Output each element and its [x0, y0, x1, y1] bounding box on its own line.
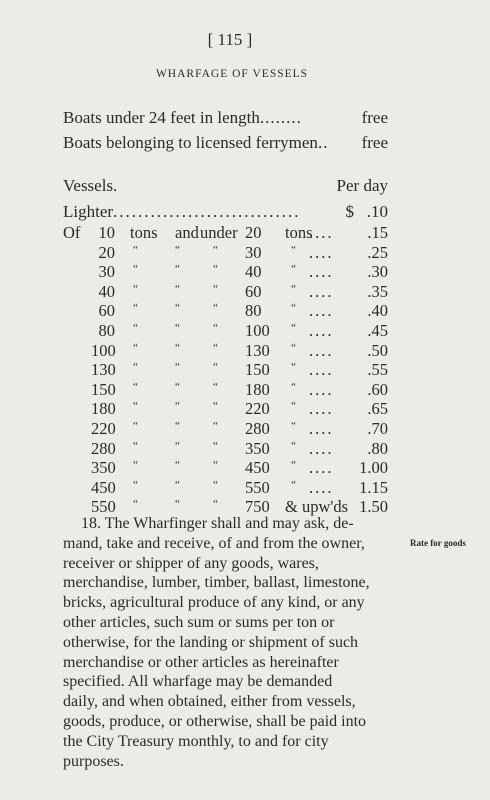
paragraph-line: 18. The Wharfinger shall and may ask, de- [81, 515, 354, 532]
under-word: “ [213, 243, 218, 256]
table-row [63, 399, 388, 419]
unit-word: “ [291, 478, 296, 491]
leader-dots: .... [309, 301, 334, 321]
from-tons: 280 [91, 438, 116, 458]
table-row [63, 223, 388, 243]
tons-word: “ [133, 263, 138, 276]
unit-word: “ [291, 361, 296, 374]
tons-word: “ [133, 498, 138, 511]
under-word: “ [213, 478, 218, 491]
leader-dots: .... [309, 223, 334, 242]
and-word: “ [175, 321, 180, 334]
unit-word: “ [291, 380, 296, 393]
tons-word: “ [133, 321, 138, 334]
table-row [63, 262, 388, 282]
and-word: “ [175, 498, 180, 511]
to-tons: 30 [245, 242, 262, 262]
from-tons: 30 [98, 262, 115, 282]
leader-dots: .... [309, 399, 334, 419]
daily-rate: .50 [367, 340, 388, 360]
unit-word: “ [291, 400, 296, 413]
and-word: “ [175, 400, 180, 413]
paragraph-line: receiver or shipper of any goods, wares, [63, 554, 319, 572]
and-word: “ [175, 361, 180, 374]
to-tons: 130 [245, 340, 270, 360]
under-word: “ [213, 439, 218, 452]
tons-word: “ [133, 459, 138, 472]
to-tons: 60 [245, 281, 262, 301]
leader-dots: .... [309, 477, 334, 497]
unit-word: & upw'ds [285, 497, 349, 517]
tons-word: “ [133, 361, 138, 374]
from-tons: 80 [98, 320, 115, 340]
to-tons: 450 [245, 458, 270, 478]
and-word: “ [175, 478, 180, 491]
leader-dots: .... [309, 418, 334, 438]
leader-dots: .... [309, 458, 334, 478]
tons-word: “ [133, 302, 138, 315]
under-word: “ [213, 263, 218, 276]
leader-dots: .... [309, 281, 334, 301]
tons-word: “ [133, 282, 138, 295]
paragraph-line: otherwise, for the landing or shipment of such [63, 633, 359, 651]
leader-dots: .... [309, 242, 334, 262]
to-tons: 40 [245, 262, 262, 282]
tons-word: “ [133, 478, 138, 491]
section-title: WHARFAGE OF VESSELS [155, 68, 309, 80]
under-word: “ [213, 341, 218, 354]
under-word: “ [213, 419, 218, 432]
paragraph-line: merchandise, lumber, timber, ballast, limestone, [63, 574, 370, 592]
to-tons: 150 [245, 360, 270, 380]
paragraph-line: merchandise or other articles as hereinafter [63, 653, 339, 671]
from-tons: 100 [91, 340, 116, 360]
and-word: “ [175, 439, 180, 452]
to-tons: 350 [245, 438, 270, 458]
tons-word: tons [130, 223, 158, 242]
free-item-boats-short [63, 108, 388, 128]
tons-word: “ [133, 419, 138, 432]
and-word: “ [175, 282, 180, 295]
from-tons: 10 [98, 223, 115, 242]
of-word: Of [63, 223, 81, 242]
under-word: “ [213, 282, 218, 295]
to-tons: 550 [245, 477, 270, 497]
paragraph-line: mand, take and receive, of and from the owner, [63, 534, 365, 552]
unit-word: “ [291, 341, 296, 354]
table-row [63, 341, 388, 361]
daily-rate: .15 [367, 223, 388, 242]
under-word: “ [213, 361, 218, 374]
to-tons: 180 [245, 379, 270, 399]
daily-rate: .60 [367, 379, 388, 399]
paragraph-line: the City Treasury monthly, to and for city [63, 732, 329, 750]
daily-rate: 1.15 [359, 477, 388, 497]
rate-table [63, 223, 388, 517]
and-word: “ [175, 459, 180, 472]
unit-word: “ [291, 419, 296, 432]
daily-rate: .55 [367, 360, 388, 380]
under-word: “ [213, 498, 218, 511]
table-header [63, 176, 388, 196]
table-row [63, 360, 388, 380]
from-tons: 180 [91, 399, 116, 419]
unit-word: “ [291, 302, 296, 315]
free-item-ferry-boats [63, 133, 388, 153]
to-tons: 750 [245, 497, 270, 517]
paragraph-line: other articles, such sum or sums per ton or [63, 613, 335, 631]
per-day-heading: Per day [336, 176, 388, 195]
from-tons: 40 [98, 281, 115, 301]
unit-word: “ [291, 439, 296, 452]
paragraph-line: daily, and when obtained, either from vessels, [63, 693, 356, 711]
section-18-paragraph [63, 514, 397, 771]
leader-dots: .. [317, 133, 329, 152]
from-tons: 60 [98, 301, 115, 321]
free-item-value: free [361, 108, 388, 127]
free-item-value: free [361, 133, 388, 152]
under-word: “ [213, 321, 218, 334]
margin-note: Rate for goods [410, 538, 466, 548]
daily-rate: .65 [367, 399, 388, 419]
table-row [63, 243, 388, 263]
tons-word: “ [133, 243, 138, 256]
from-tons: 220 [91, 418, 116, 438]
from-tons: 550 [91, 497, 116, 517]
from-tons: 350 [91, 458, 116, 478]
unit-word: “ [291, 243, 296, 256]
daily-rate: 1.00 [359, 458, 388, 478]
from-tons: 130 [91, 360, 116, 380]
free-item-label: Boats belonging to licensed ferrymen [63, 133, 318, 152]
daily-rate: .25 [367, 242, 388, 262]
leader-dots: .............................. [113, 202, 301, 221]
leader-dots: ........ [259, 108, 302, 127]
paragraph-line: purposes. [63, 752, 124, 770]
table-row [63, 321, 388, 341]
table-row [63, 282, 388, 302]
table-row [63, 380, 388, 400]
and-word: “ [175, 263, 180, 276]
and-word: “ [175, 302, 180, 315]
daily-rate: 1.50 [359, 497, 388, 517]
leader-dots: .... [309, 320, 334, 340]
daily-rate: .70 [367, 418, 388, 438]
and-word: “ [175, 419, 180, 432]
daily-rate: .80 [367, 438, 388, 458]
unit-word: “ [291, 459, 296, 472]
daily-rate: .40 [367, 301, 388, 321]
leader-dots: .... [309, 379, 334, 399]
table-row [63, 458, 388, 478]
to-tons: 100 [245, 320, 270, 340]
and-word: “ [175, 341, 180, 354]
unit-word: “ [291, 321, 296, 334]
leader-dots: .... [309, 340, 334, 360]
and-word: “ [175, 243, 180, 256]
tons-word: “ [133, 341, 138, 354]
and-word: and [175, 223, 199, 242]
unit-word: “ [291, 282, 296, 295]
page-number: [ 115 ] [207, 30, 253, 49]
to-tons: 80 [245, 301, 262, 321]
vessels-heading: Vessels. [63, 176, 118, 195]
under-word: “ [213, 400, 218, 413]
paragraph-line: bricks, agricultural produce of any kind, or any [63, 594, 365, 612]
and-word: “ [175, 380, 180, 393]
free-item-label: Boats under 24 feet in length [63, 108, 260, 127]
table-row [63, 419, 388, 439]
to-tons: 280 [245, 418, 270, 438]
leader-dots: .... [309, 262, 334, 282]
lighter-row [63, 202, 388, 222]
leader-dots: .... [309, 438, 334, 458]
table-row [63, 439, 388, 459]
from-tons: 450 [91, 477, 116, 497]
under-word: “ [213, 380, 218, 393]
under-word: under [200, 223, 238, 242]
paragraph-line: specified. All wharfage may be demanded [63, 673, 333, 691]
unit-word: tons [285, 223, 313, 242]
tons-word: “ [133, 439, 138, 452]
from-tons: 150 [91, 379, 116, 399]
unit-word: “ [291, 263, 296, 276]
daily-rate: .30 [367, 262, 388, 282]
tons-word: “ [133, 380, 138, 393]
under-word: “ [213, 459, 218, 472]
from-tons: 20 [98, 242, 115, 262]
daily-rate: .35 [367, 281, 388, 301]
daily-rate: .45 [367, 320, 388, 340]
paragraph-line: goods, produce, or otherwise, shall be paid into [63, 712, 367, 730]
leader-dots: .... [309, 360, 334, 380]
table-row [63, 301, 388, 321]
to-tons: 220 [245, 399, 270, 419]
lighter-rate: .10 [366, 202, 388, 221]
under-word: “ [213, 302, 218, 315]
table-row [63, 478, 388, 498]
tons-word: “ [133, 400, 138, 413]
lighter-label: Lighter [63, 202, 114, 221]
dollar-sign: $ [345, 202, 354, 221]
to-tons: 20 [245, 223, 262, 242]
